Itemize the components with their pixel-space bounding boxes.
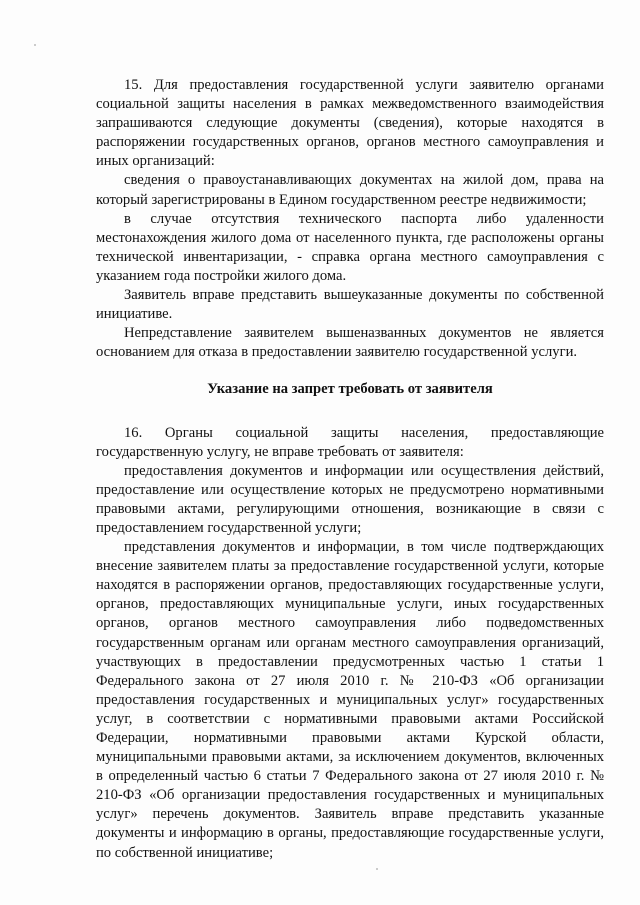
paragraph-15-applicant-right: Заявитель вправе представить вышеуказанные документы по собственной инициативе. [96,287,604,323]
paragraph-15-intro: 15. Для предоставления государственной услуги заявителю органами социальной защиты населения в рамках межведомственного взаимодействия запрашиваются следующие документы (сведения), которые находятся в распоряжении государственных органов, органов местного самоуправления и иных организаций: [96,77,604,170]
section-heading: Указание на запрет требовать от заявителя [207,381,493,398]
paragraph-15-item-ownership: сведения о правоустанавливающих документах на жилой дом, права на который зарегистрированы в Едином государственном реестре недвижимости; [96,172,604,208]
paragraph-16-intro: 16. Органы социальной защиты населения, предоставляющие государственную услугу, не вправе требовать от заявителя: [96,424,604,460]
paragraph-15-not-grounds: Непредставление заявителем вышеназванных документов не является основанием для отказа в предоставлении заявителю государственной услуги. [96,325,604,361]
document-body [96,76,604,863]
paragraph-15-item-certificate: в случае отсутствия технического паспорта либо удаленности местонахождения жилого дома от населенного пункта, где расположены органы технической инвентаризации, - справка органа местного самоуправления с указанием года постройки жилого дома. [96,210,604,284]
paragraph-16-item-documents: представления документов и информации, в том числе подтверждающих внесение заявителем платы за предоставление государственной услуги, которые находятся в распоряжении органов, предоставляющих государственные услуги, органов, предоставляющих муниципальные услуги, иных государственных органов, органов местного самоуправления либо подведомственных государственным органам или органам местного самоуправления организаций, участвующих в предоставлении предусмотренных частью 1 статьи 1 Федерального закона от 27 июля 2010 г. № 210-ФЗ «Об организации предоставления государственных и муниципальных услуг» государственных услуг, в соответствии с нормативными правовыми актами Российской Федерации, нормативными правовыми актами Курской области, муниципальными правовыми актами, за исключением документов, включенных в определенный частью 6 статьи 7 Федерального закона от 27 июля 2010 г. № 210-ФЗ «Об организации предоставления государственных и муниципальных услуг» перечень документов. Заявитель вправе представить указанные документы и информацию в органы, предоставляющие государственные услуги, по собственной инициативе; [96,539,604,861]
paragraph-16-item-actions: предоставления документов и информации или осуществления действий, предоставление или осуществление которых не предусмотрено нормативными правовыми актами, регулирующими отношения, возникающие в связи с предоставлением государственной услуги; [96,462,604,536]
